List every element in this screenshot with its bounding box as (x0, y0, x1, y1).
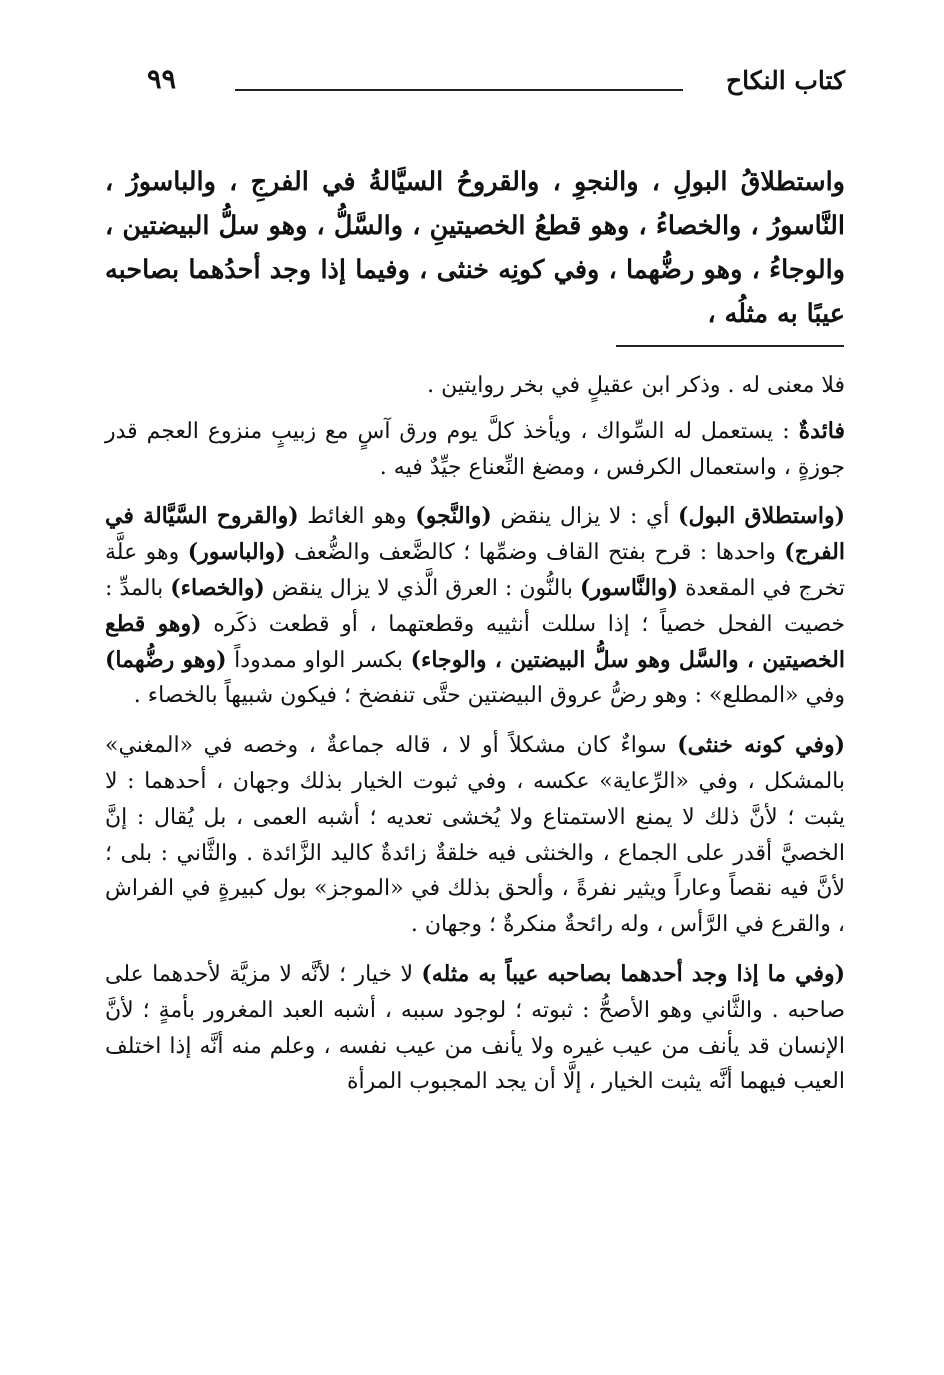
quoted-term: (وفي ما إذا وجد أحدهما بصاحبه عيباً به مثله) (421, 960, 845, 987)
quoted-term: (وفي كونه خنثى) (677, 732, 845, 759)
commentary-paragraph-3 (105, 499, 845, 714)
book-title: كتاب النكاح (726, 66, 845, 95)
quoted-term: (والنَّاسور) (580, 574, 679, 601)
gloss-text: سواءٌ كان مشكلاً أو لا ، قاله جماعةٌ ، وخصه في «المغني» بالمشكل ، وفي «الرِّعاية» عكسه ، وفي ثبوت الخيار بذلك وجهان ، أحدهما : لا يثبت ؛ لأنَّ ذلك لا يمنع الاستمتاع ولا يُخشى تعديه ؛ أشبه العمى ، بل يُقال : إنَّ الخصيَّ أقدر على الجماع ، والخنثى فيه خلقةٌ زائدةٌ كاليد الزَّائدة . والثَّاني : بلى ؛ لأنَّ فيه نقصاً وعاراً ويثير نفرةً ، وألحق بذلك في «الموجز» بول كبيرةٍ في الفراش ، والقرع في الرَّأس ، وله رائحةٌ منكرةٌ ؛ وجهان . (105, 733, 845, 938)
main-text-paragraph: واستطلاقُ البولِ ، والنجوِ ، والقروحُ السيَّالةُ في الفرجِ ، والباسورُ ، النَّاسورُ ، والخصاءُ ، وهو قطعُ الخصيتينِ ، والسَّلُّ ، وهو سلُّ البيضتين ، والوجاءُ ، وهو رضُّهما ، وفي كونِه خنثى ، وفيما إذا وجد أحدُهما بصاحبه عيبًا به مثلُه ، (105, 167, 845, 329)
gloss-text: لا خيار ؛ لأنَّه لا مزيَّة لأحدهما على صاحبه . والثَّاني وهو الأصحُّ : ثبوته ؛ لوجود سببه ، أشبه العبد المغرور بأمةٍ ؛ لأنَّ الإنسان قد يأنف من عيب غيره ولا يأنف من عيب نفسه ، وعلم منه أنَّه إذا اختلف العيب فيهما أنَّه يثبت الخيار ، إلَّا أن يجد المجبوب المرأة (105, 961, 845, 1095)
quoted-term: (واستطلاق البول) (678, 503, 845, 530)
gloss-text: وفي «المطلع» : وهو رضُّ عروق البيضتين حتَّى تنفضخ ؛ فيكون شبيهاً بالخصاء . (133, 683, 845, 709)
gloss-text: وهو الغائط (298, 504, 416, 530)
gloss-text: أي : لا يزال ينقض (491, 504, 679, 530)
quoted-term: (وهو رضُّهما) (105, 646, 227, 673)
quoted-term: (والباسور) (187, 539, 286, 566)
commentary-paragraph-2 (105, 414, 845, 486)
quoted-term: (وهو قطع الخصيتين ، والسَّل وهو سلُّ البيضتين ، والوجاء) (105, 610, 845, 673)
header-rule (235, 89, 683, 91)
gloss-text: بالنُّون : العرق الَّذي لا يزال ينقض (264, 575, 581, 601)
commentary-paragraph-5 (105, 957, 845, 1100)
note-text: : يستعمل له السِّواك ، ويأخذ كلَّ يوم ورق آسٍ مع زبيبٍ منزوع العجم قدر جوزةٍ ، واستعمال الكرفس ، ومضغ النِّعناع جيِّدٌ فيه . (105, 418, 845, 480)
quoted-term: (والقروح السَّيَّالة في الفرج) (105, 503, 845, 566)
gloss-text: وهو علَّة تخرج في المقعدة (105, 540, 845, 601)
commentary-paragraph-1: فلا معنى له . وذكر ابن عقيلٍ في بخر روايتين . (427, 373, 845, 398)
commentary (105, 368, 845, 1100)
quoted-term: (والخصاء) (170, 574, 265, 601)
gloss-text: بالمدِّ : خصيت الفحل خصياً ؛ إذا سللت أنثييه وقطعتهما ، أو قطعت ذكَره (105, 575, 846, 637)
gloss-text: بكسر الواو ممدوداً (226, 647, 411, 673)
running-header (105, 62, 845, 106)
quoted-term: (والنَّجو) (415, 503, 492, 530)
note-label: فائدةٌ (798, 417, 845, 444)
page-number: ٩٩ (147, 64, 177, 95)
commentary-paragraph-4 (105, 728, 845, 943)
footnote-separator (616, 345, 844, 347)
gloss-text: واحدها : قرح بفتح القاف وضمِّها ؛ كالضَّعف والضُّعف (285, 540, 785, 566)
main-text (105, 160, 845, 336)
